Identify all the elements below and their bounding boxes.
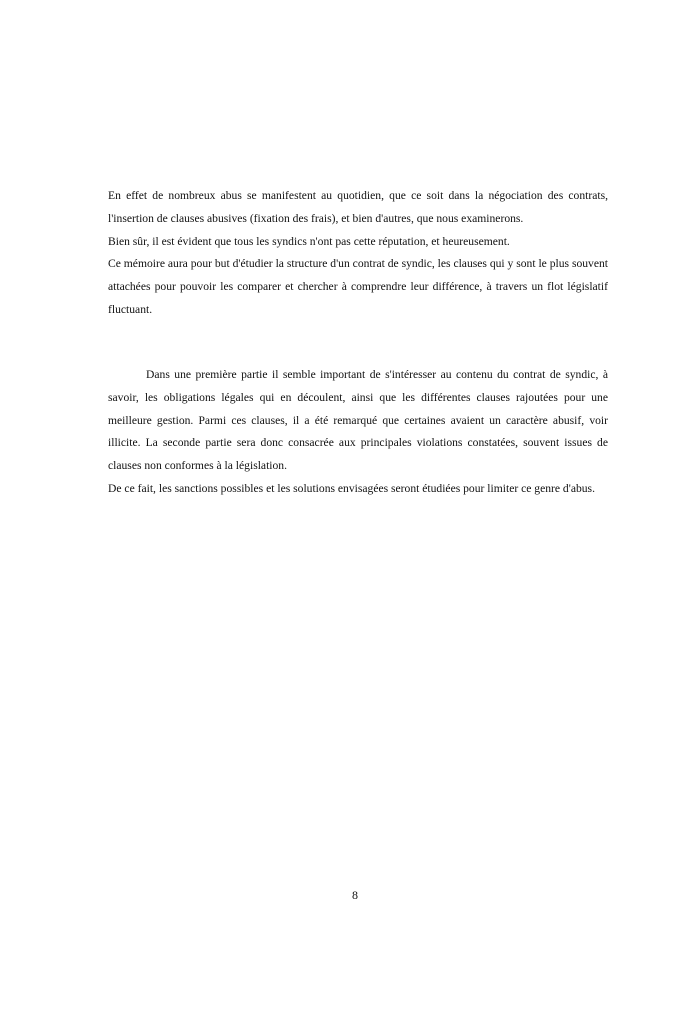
paragraph-reputation: Bien sûr, il est évident que tous les syndics n'ont pas cette réputation, et heureusement. [108, 234, 510, 248]
text-block-plan [108, 364, 608, 501]
paragraph-sanctions: De ce fait, les sanctions possibles et les solutions envisagées seront étudiées pour limiter ce genre d'abus. [108, 481, 595, 495]
paragraph-abuses: En effet de nombreux abus se manifestent au quotidien, que ce soit dans la négociation des contrats, l'insertion de clauses abusives (fixation des frais), et bien d'autres, que nous examinerons. [108, 189, 608, 225]
paragraph-first-part: Dans une première partie il semble important de s'intéresser au contenu du contrat de syndic, à savoir, les obligations légales qui en découlent, ainsi que les différentes clauses rajoutées pour une meilleure gestion. Parmi ces clauses, il a été remarqué que certaines avaient un caractère abusif, voir illicite. La seconde partie sera donc consacrée aux principales violations constatées, souvent issues de clauses non conformes à la législation. [108, 368, 608, 473]
page-number: 8 [352, 888, 358, 902]
text-block-intro [108, 185, 608, 322]
paragraph-thesis-goal: Ce mémoire aura pour but d'étudier la structure d'un contrat de syndic, les clauses qui y sont le plus souvent attachées pour pouvoir les comparer et chercher à comprendre leur différence, à travers un flot législatif fluctuant. [108, 257, 609, 316]
